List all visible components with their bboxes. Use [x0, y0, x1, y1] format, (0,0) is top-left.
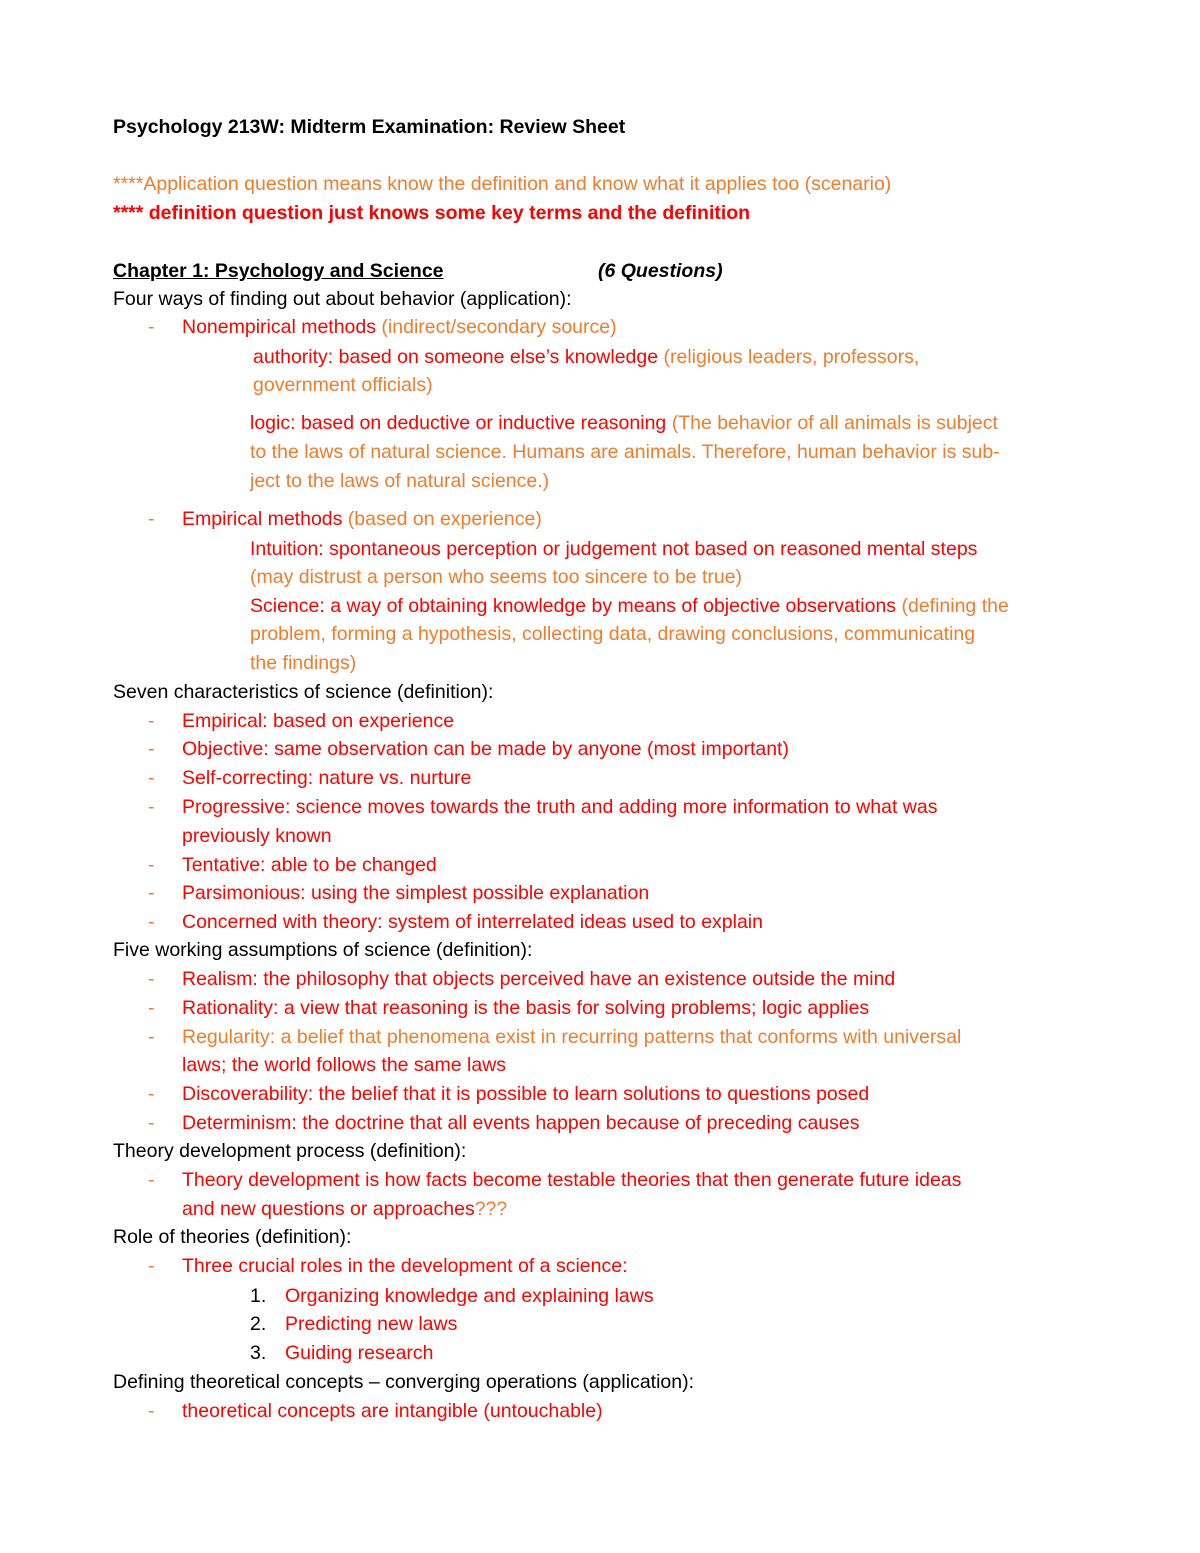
- theory-dev-text: and new questions or approaches: [182, 1198, 475, 1220]
- logic-term: logic: based on deductive or inductive reasoning: [250, 412, 667, 434]
- item-number: 3.: [250, 1342, 267, 1364]
- assumption-determinism: Determinism: the doctrine that all events happen because of preceding causes: [182, 1112, 860, 1134]
- bullet-dash: -: [148, 508, 155, 530]
- science-note: (defining the: [896, 595, 1009, 617]
- bullet-dash: -: [148, 1169, 155, 1191]
- bullet-dash: -: [148, 882, 155, 904]
- logic-line-2: to the laws of natural science. Humans are animals. Therefore, human behavior is sub-: [250, 441, 1000, 463]
- role-predicting: Predicting new laws: [285, 1313, 458, 1335]
- bullet-dash: -: [148, 710, 155, 732]
- bullet-dash: -: [148, 316, 155, 338]
- authority-note: (religious leaders, professors,: [658, 346, 920, 368]
- bullet-dash: -: [148, 767, 155, 789]
- authority-line-1: [253, 345, 919, 369]
- logic-line-1: [250, 411, 998, 435]
- item-number: 2.: [250, 1313, 267, 1335]
- theory-dev-question-marks: ???: [474, 1198, 508, 1220]
- intuition-note: (may distrust a person who seems too sincere to be true): [250, 566, 743, 588]
- bullet-dash: -: [148, 997, 155, 1019]
- bullet-dash: -: [148, 854, 155, 876]
- bullet-dash: -: [148, 1255, 155, 1277]
- assumption-regularity: Regularity: a belief that phenomena exist in recurring patterns that conforms with universal: [182, 1026, 962, 1048]
- bullet-dash: -: [148, 1026, 155, 1048]
- authority-term: authority: based on someone else’s knowledge: [253, 346, 659, 368]
- intuition-term: Intuition: spontaneous perception or judgement not based on reasoned mental steps: [250, 538, 978, 560]
- assumption-realism: Realism: the philosophy that objects perceived have an existence outside the mind: [182, 968, 896, 990]
- char-empirical: Empirical: based on experience: [182, 710, 455, 732]
- section-assumptions-heading: Five working assumptions of science (definition):: [113, 939, 533, 961]
- science-term: Science: a way of obtaining knowledge by means of objective observations: [250, 595, 897, 617]
- application-note: ****Application question means know the definition and know what it applies too (scenario): [113, 173, 892, 195]
- science-line-1: [250, 594, 1009, 618]
- bullet-dash: -: [148, 968, 155, 990]
- theory-dev-line-1: Theory development is how facts become testable theories that then generate future ideas: [182, 1169, 962, 1191]
- bullet-dash: -: [148, 1083, 155, 1105]
- assumption-discoverability: Discoverability: the belief that it is possible to learn solutions to questions posed: [182, 1083, 870, 1105]
- page-title: Psychology 213W: Midterm Examination: Review Sheet: [113, 116, 626, 138]
- bullet-dash: -: [148, 1400, 155, 1422]
- section-characteristics-heading: Seven characteristics of science (definition):: [113, 681, 494, 703]
- nonempirical-term: Nonempirical methods: [182, 316, 377, 338]
- char-theory: Concerned with theory: system of interrelated ideas used to explain: [182, 911, 763, 933]
- concepts-note: (untouchable): [477, 1400, 603, 1422]
- science-line-2: problem, forming a hypothesis, collecting data, drawing conclusions, communicating: [250, 623, 976, 645]
- role-organizing: Organizing knowledge and explaining laws: [285, 1285, 654, 1307]
- assumption-regularity-cont: laws; the world follows the same laws: [182, 1054, 507, 1076]
- section-ways-heading: Four ways of finding out about behavior (application):: [113, 288, 572, 310]
- logic-note: (The behavior of all animals is subject: [666, 412, 998, 434]
- section-concepts-heading: Defining theoretical concepts – converging operations (application):: [113, 1371, 695, 1393]
- concepts-line: theoretical concepts are intangible: [182, 1400, 478, 1422]
- char-objective: Objective: same observation can be made by anyone (most important): [182, 738, 789, 760]
- bullet-dash: -: [148, 911, 155, 933]
- char-parsimonious: Parsimonious: using the simplest possible explanation: [182, 882, 650, 904]
- item-number: 1.: [250, 1285, 267, 1307]
- chapter-heading: Chapter 1: Psychology and Science: [113, 260, 444, 282]
- role-lead: Three crucial roles in the development of a science:: [182, 1255, 628, 1277]
- char-progressive-cont: previously known: [182, 825, 332, 847]
- section-theory-dev-heading: Theory development process (definition):: [113, 1140, 467, 1162]
- bullet-dash: -: [148, 796, 155, 818]
- role-guiding: Guiding research: [285, 1342, 434, 1364]
- char-self-correcting: Self-correcting: nature vs. nurture: [182, 767, 472, 789]
- chapter-question-count: (6 Questions): [598, 260, 723, 282]
- char-progressive: Progressive: science moves towards the truth and adding more information to what was: [182, 796, 938, 818]
- theory-dev-line-2: [182, 1197, 507, 1221]
- section-role-heading: Role of theories (definition):: [113, 1226, 352, 1248]
- science-line-3: the findings): [250, 652, 357, 674]
- bullet-dash: -: [148, 1112, 155, 1134]
- authority-line-2: government officials): [253, 374, 433, 396]
- nonempirical-note: (indirect/secondary source): [376, 316, 617, 338]
- assumption-rationality: Rationality: a view that reasoning is the basis for solving problems; logic applies: [182, 997, 870, 1019]
- empirical-methods-term: Empirical methods: [182, 508, 343, 530]
- char-tentative: Tentative: able to be changed: [182, 854, 437, 876]
- empirical-methods-note: (based on experience): [342, 508, 542, 530]
- logic-line-3: ject to the laws of natural science.): [250, 470, 550, 492]
- bullet-dash: -: [148, 738, 155, 760]
- definition-note: **** definition question just knows some key terms and the definition: [113, 202, 751, 224]
